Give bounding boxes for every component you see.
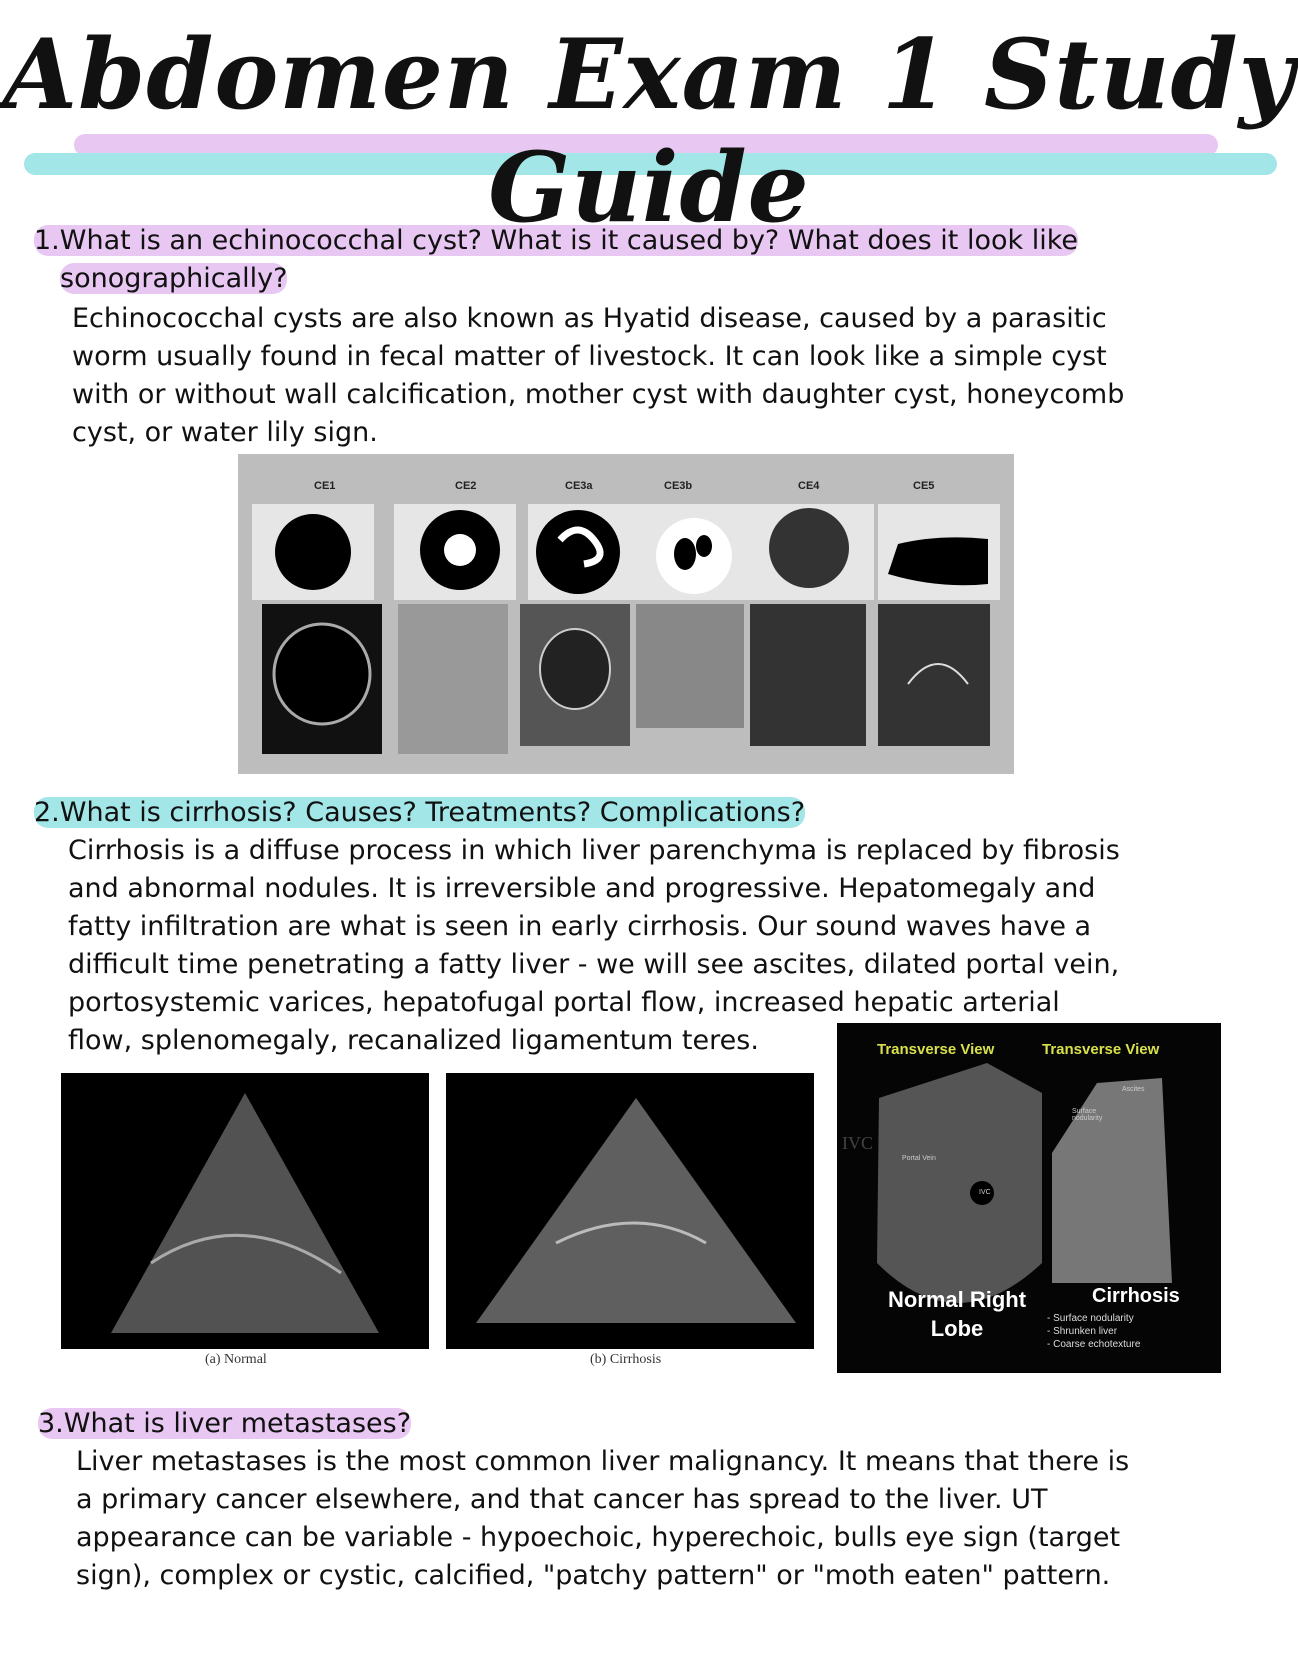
q3-heading-text: 3.What is liver metastases?	[38, 1408, 412, 1439]
normal-right-lobe-label: Normal Right Lobe	[887, 1287, 1027, 1341]
q2-line: flow, splenomegaly, recanalized ligamentum teres.	[68, 1025, 759, 1056]
ce-label: CE3b	[664, 480, 693, 492]
q2-line: Cirrhosis is a diffuse process in which liver parenchyma is replaced by fibrosis	[68, 835, 1120, 866]
surface-nodularity-label: Surface nodularity	[1072, 1108, 1103, 1122]
ce-label: CE3a	[565, 480, 593, 492]
q3-heading	[38, 1405, 411, 1443]
normal-liver-ultrasound	[61, 1073, 429, 1349]
ce-label: CE5	[913, 480, 935, 492]
ce-label: CE1	[314, 480, 336, 492]
q2-line: difficult time penetrating a fatty liver - we will see ascites, dilated portal vein,	[68, 949, 1120, 980]
ascites-label: Ascites	[1122, 1086, 1145, 1093]
cyst-diagrams	[238, 454, 1014, 774]
caption-cirrhosis: (b) Cirrhosis	[590, 1352, 662, 1367]
q1-line: Echinococchal cysts are also known as Hyatid disease, caused by a parasitic	[72, 303, 1107, 334]
q1-heading-line1: 1.What is an echinococchal cyst? What is it caused by? What does it look like	[34, 225, 1078, 256]
q1-line: worm usually found in fecal matter of livestock. It can look like a simple cyst	[72, 341, 1107, 372]
transverse-view-panel	[837, 1023, 1221, 1373]
q3-answer	[76, 1443, 1129, 1595]
q3-line: Liver metastases is the most common liver malignancy. It means that there is	[76, 1446, 1130, 1477]
view-label-left: Transverse View	[877, 1041, 995, 1058]
page-title: Abdomen Exam 1 Study Guide	[2, 18, 1296, 244]
view-label-right: Transverse View	[1042, 1041, 1160, 1058]
q2-heading-text: 2.What is cirrhosis? Causes? Treatments? Complications?	[34, 797, 806, 828]
echinococcal-cyst-figure	[238, 454, 1014, 774]
cirrhosis-liver-ultrasound	[446, 1073, 814, 1349]
portal-vein-label: Portal Vein	[902, 1155, 936, 1162]
q3-line: a primary cancer elsewhere, and that cancer has spread to the liver. UT	[76, 1484, 1048, 1515]
q3-line: sign), complex or cystic, calcified, "patchy pattern" or "moth eaten" pattern.	[76, 1560, 1111, 1591]
caption-normal: (a) Normal	[205, 1352, 267, 1367]
ivc-side-label: IVC	[842, 1133, 873, 1153]
q1-line: cyst, or water lily sign.	[72, 417, 378, 448]
q1-answer	[72, 300, 1124, 452]
bullet: - Coarse echotexture	[1047, 1339, 1141, 1350]
q2-line: and abnormal nodules. It is irreversible and progressive. Hepatomegaly and	[68, 873, 1096, 904]
cirrhosis-label: Cirrhosis	[1092, 1285, 1180, 1307]
ce-label: CE4	[798, 480, 820, 492]
q1-heading-line2: sonographically?	[60, 263, 288, 294]
ce-label: CE2	[455, 480, 477, 492]
bullet: - Shrunken liver	[1047, 1326, 1118, 1337]
q2-line: portosystemic varices, hepatofugal portal flow, increased hepatic arterial	[68, 987, 1060, 1018]
q2-line: fatty infiltration are what is seen in early cirrhosis. Our sound waves have a	[68, 911, 1092, 942]
q1-line: with or without wall calcification, mother cyst with daughter cyst, honeycomb	[72, 379, 1125, 410]
q3-line: appearance can be variable - hypoechoic, hyperechoic, bulls eye sign (target	[76, 1522, 1121, 1553]
bullet: - Surface nodularity	[1047, 1313, 1134, 1324]
q2-heading	[34, 794, 805, 832]
cirrhosis-bullets	[1047, 1312, 1140, 1351]
ivc-label: IVC	[979, 1189, 991, 1196]
